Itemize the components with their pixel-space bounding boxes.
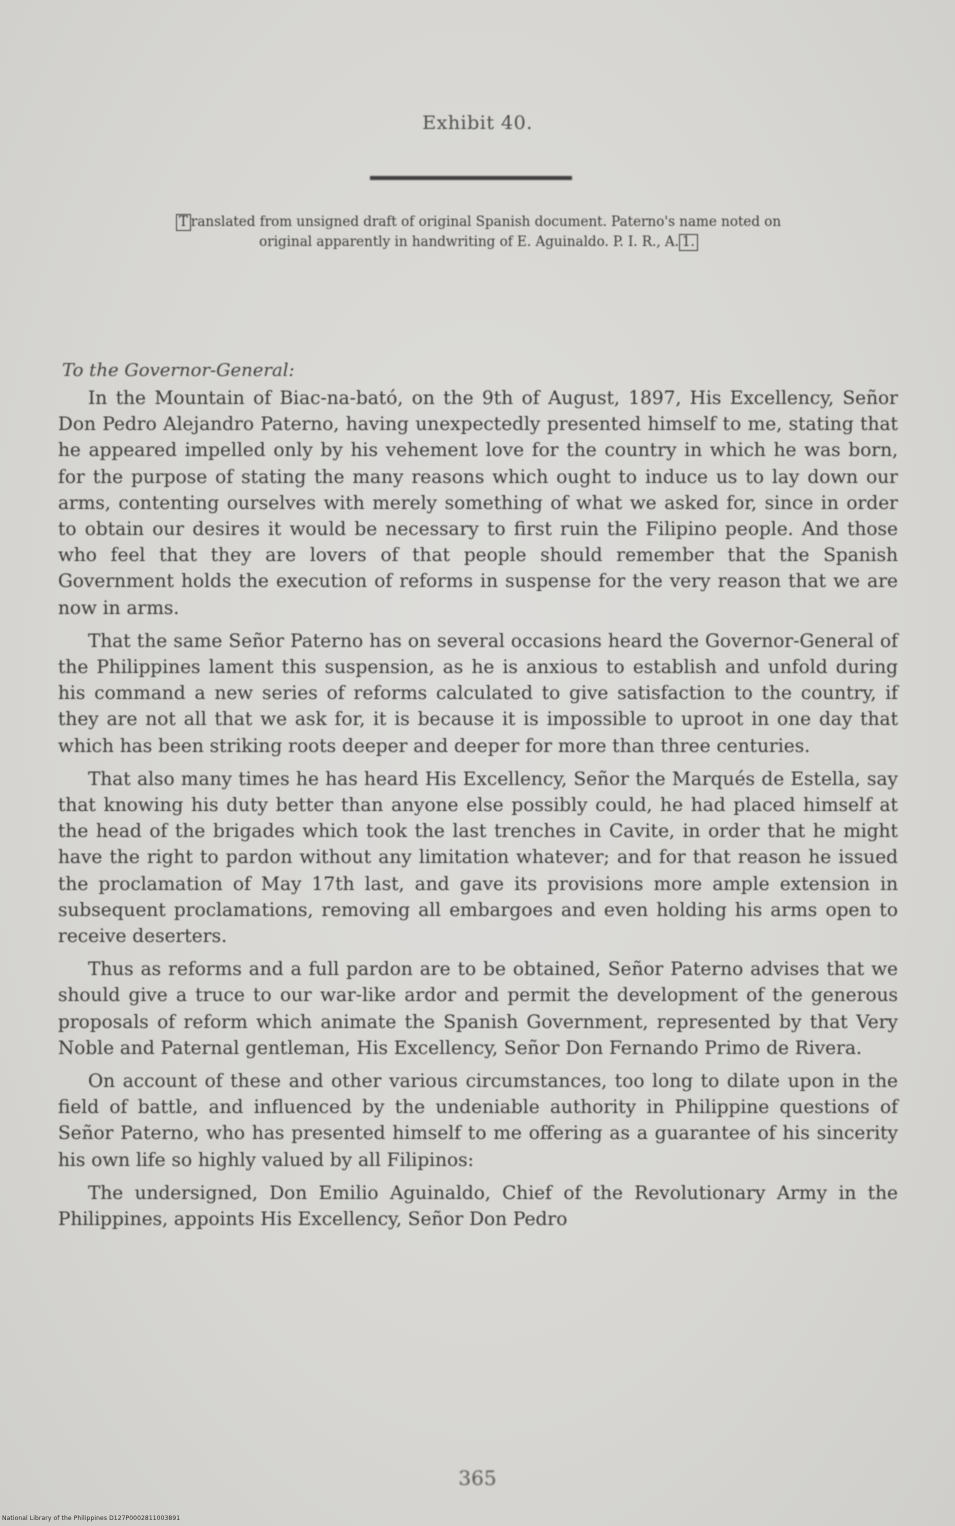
letter-body [58,386,898,1240]
exhibit-title: Exhibit 40. [422,112,533,134]
paragraph-6: The undersigned, Don Emilio Aguinaldo, Chief of the Revolutionary Army in the Philippines, appoints His Excellency, Señor Don Pedro [58,1182,898,1231]
note-line-1-text: ranslated from unsigned draft of original Spanish document. Paterno's name noted on [190,214,782,230]
note-line-2-text: original apparently in handwriting of E. Aguinaldo. P. I. R., A. [259,234,679,250]
paragraph-2: That the same Señor Paterno has on several occasions heard the Governor-General of the Philippines lament this suspension, as he is anxious to establish and unfold during his command a new series of reforms calculated to give satisfaction to the country, if they are not all that we ask for, it is because it is impossible to uproot in one day that which has been striking roots deeper and deeper for more than three centuries. [58,630,898,757]
note-line-1 [56,212,901,232]
page-number: 365 [458,1466,497,1490]
paragraph-3: That also many times he has heard His Excellency, Señor the Marqués de Estella, say that knowing his duty better than anyone else possibly could, he had placed himself at the head of the brigades which took the last trenches in Cavite, in order that he might have the right to pardon without any limitation whatever; and for that reason he issued the proclamation of May 17th last, and gave its provisions more ample extension in subsequent proclamations, removing all embargoes and even holding his arms open to receive deserters. [58,768,898,948]
paragraph-4: Thus as reforms and a full pardon are to be obtained, Señor Paterno advises that we should give a truce to our war-like ardor and permit the development of the generous proposals of reform which animate the Spanish Government, represented by that Very Noble and Paternal gentleman, His Excellency, Señor Don Fernando Primo de Rivera. [58,959,898,1059]
note-close-bracket: 1. [679,234,698,251]
paragraph-5: On account of these and other various circumstances, too long to dilate upon in the field of battle, and influenced by the undeniable authority in Philippine questions of Señor Paterno, who has presented himself to me offering as a guarantee of his sincerity his own life so highly valued by all Filipinos: [58,1071,898,1171]
translation-note [56,212,901,252]
note-line-2 [56,232,901,252]
letter-salutation: To the Governor-General: [62,360,295,381]
library-credit: National Library of the Philippines D127P0002811003891 [2,1515,181,1522]
paragraph-1: In the Mountain of Biac-na-bató, on the 9th of August, 1897, His Excellency, Señor Don Pedro Alejandro Paterno, having unexpectedly presented himself to me, stating that he appeared impelled only by his vehement love for the country in which he was born, for the purpose of stating the many reasons which ought to induce us to lay down our arms, contenting ourselves with merely something of what we asked for, since in order to obtain our desires it would be necessary to first ruin the Filipino people. And those who feel that they are lovers of that people should remember that the Spanish Government holds the execution of reforms in suspense for the very reason that we are now in arms. [58,388,898,619]
title-rule [370,176,572,180]
note-open-bracket: T [176,214,191,231]
